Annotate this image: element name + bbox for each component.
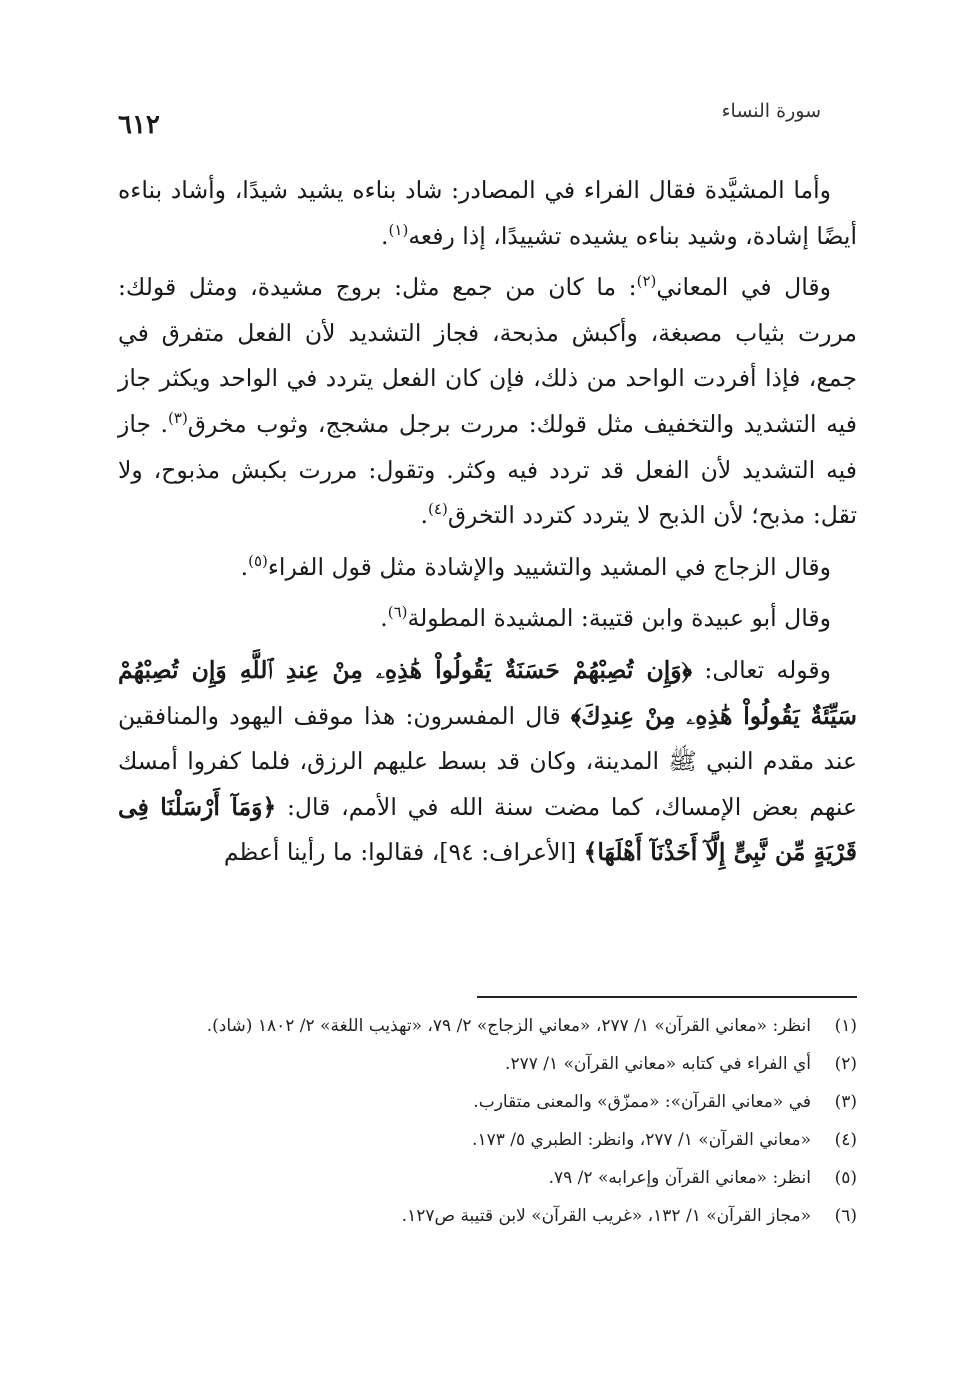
footnote xyxy=(118,1124,857,1157)
footnote xyxy=(118,1200,857,1233)
paragraph-2 xyxy=(118,265,857,539)
footnote-number: (١) xyxy=(834,1016,857,1036)
footnote-ref[interactable]: (٥) xyxy=(248,551,268,570)
text-run: وقوله تعالى: xyxy=(692,655,831,684)
text-run: قال المفسرون: هذا موقف اليهود والمنافقين عند مقدم النبي ﷺ المدينة، وكان قد بسط عليهم الرزق، فلما كفروا أمسك عنهم بعض الإمساك، كما مضت سنة الله في الأمم، قال: xyxy=(118,701,857,821)
text-run: وقال الزجاج في المشيد والتشييد والإشادة مثل قول الفراء xyxy=(267,552,831,581)
footnote-ref[interactable]: (٢) xyxy=(636,272,657,291)
footnote-ref[interactable]: (٦) xyxy=(387,603,408,622)
paragraph-1 xyxy=(118,168,857,259)
footnote-separator xyxy=(477,996,857,998)
footnote-number: (٦) xyxy=(834,1206,857,1226)
footnote xyxy=(118,1010,857,1043)
footnote-number: (٢) xyxy=(834,1054,857,1074)
text-run: وقال في المعاني xyxy=(656,273,831,302)
quran-verse: ﴿وَمَآ أَرْسَلْنَا فِى قَرْيَةٍ مِّن نَّبِىٍّ إِلَّآ أَخَذْنَآ أَهْلَهَا﴾ xyxy=(118,792,857,867)
footnote xyxy=(118,1086,857,1119)
text-run: وأما المشيَّدة فقال الفراء في المصادر: شاد بناءه يشيد شيدًا، وأشاد بناءه أيضًا إشادة، وشيد بناءه يشيده تشييدًا، إذا رفعه xyxy=(118,176,857,250)
quran-verse: ﴿وَإِن تُصِبْهُمْ حَسَنَةٌ يَقُولُواْ هَٰذِهِۦ مِنْ عِندِ ٱللَّهِ وَإِن تُصِبْهُمْ سَيِّئَةٌ يَقُولُواْ هَٰذِهِۦ مِنْ عِندِكَ﴾ xyxy=(118,655,857,730)
footnote-text: في «معاني القرآن»: «ممزّق» والمعنى متقارب. xyxy=(473,1092,811,1112)
footnote-number: (٤) xyxy=(834,1130,857,1150)
paragraph-5 xyxy=(118,648,857,876)
footnote-ref[interactable]: (٤) xyxy=(428,500,448,519)
text-run: . xyxy=(380,604,388,633)
footnote-number: (٣) xyxy=(834,1092,857,1112)
footnote-text: انظر: «معاني القرآن» ١/ ٢٧٧، «معاني الزجاج» ٢/ ٧٩، «تهذيب اللغة» ٢/ ١٨٠٢ (شاد). xyxy=(206,1016,811,1036)
text-run: [الأعراف: ٩٤]، فقالوا: ما رأينا أعظم xyxy=(223,838,584,867)
footnote-ref[interactable]: (١) xyxy=(388,220,409,239)
text-run: . جاز فيه التشديد لأن الفعل قد تردد فيه وكثر. وتقول: مررت بكبش مذبوح، ولا تقل: مذبح؛ لأن الذبح لا يتردد كتردد التخرق xyxy=(118,409,857,530)
footnote-text: «مجاز القرآن» ١/ ١٣٢، «غريب القرآن» لابن قتيبة ص١٢٧. xyxy=(401,1206,811,1226)
text-run: . xyxy=(420,501,429,530)
footnote-number: (٥) xyxy=(834,1168,857,1188)
page-header xyxy=(118,96,857,146)
text-run: وقال أبو عبيدة وابن قتيبة: المشيدة المطولة xyxy=(407,604,831,633)
main-text xyxy=(118,168,857,882)
surah-title: سورة النساء xyxy=(721,100,821,122)
paragraph-3 xyxy=(118,545,857,591)
footnote-text: انظر: «معاني القرآن وإعرابه» ٢/ ٧٩. xyxy=(548,1168,811,1188)
text-run: : ما كان من جمع مثل: بروج مشيدة، ومثل قولك: مررت بثياب مصبغة، وأكبش مذبحة، فجاز التشديد لأن الفعل متفرق في جمع، فإذا أفردت الواحد من ذلك، فإن كان الفعل يتردد في الواحد ويكثر جاز فيه التشديد والتخفيف مثل قولك: مررت برجل مشجج، وثوب مخرق xyxy=(118,273,857,438)
paragraph-4 xyxy=(118,596,857,642)
footnote-text: أي الفراء في كتابه «معاني القرآن» ١/ ٢٧٧. xyxy=(505,1054,811,1074)
text-run: . xyxy=(381,221,389,250)
footnote xyxy=(118,1162,857,1195)
footnote-ref[interactable]: (٣) xyxy=(168,409,188,428)
footnote xyxy=(118,1048,857,1081)
footnote-text: «معاني القرآن» ١/ ٢٧٧، وانظر: الطبري ٥/ ١٧٣. xyxy=(472,1130,811,1150)
page-number: ٦١٢ xyxy=(118,110,160,140)
footnotes xyxy=(118,1010,857,1238)
text-run: . xyxy=(240,552,249,581)
